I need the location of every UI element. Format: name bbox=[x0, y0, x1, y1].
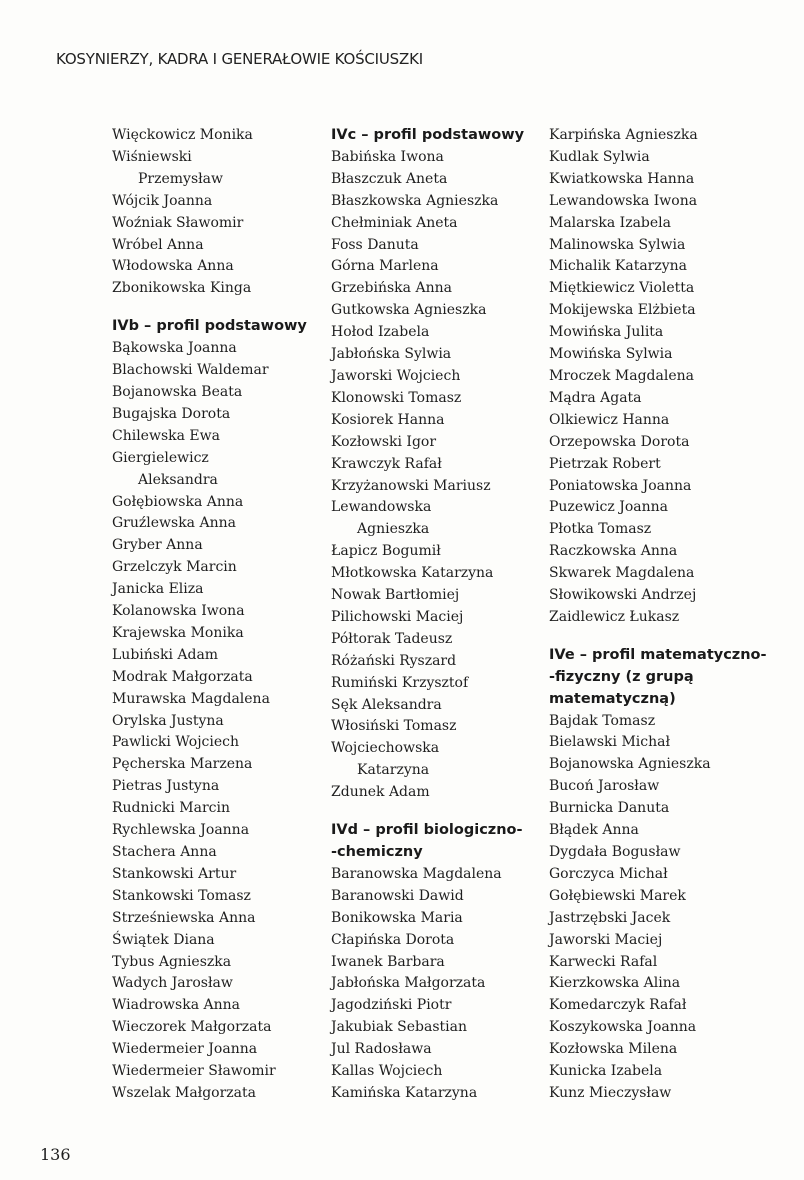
name-entry bbox=[331, 410, 571, 432]
name-text: Wiedermeier Joanna bbox=[112, 1041, 258, 1058]
name-entry bbox=[549, 1083, 789, 1105]
name-entry bbox=[549, 820, 789, 842]
name-entry bbox=[331, 213, 571, 235]
name-entry bbox=[112, 1083, 352, 1105]
name-entry bbox=[549, 454, 789, 476]
name-entry bbox=[331, 930, 571, 952]
name-text: Woźniak Sławomir bbox=[112, 214, 244, 231]
name-entry bbox=[331, 454, 571, 476]
name-continuation: Agnieszka bbox=[357, 521, 430, 538]
name-text: Wszelak Małgorzata bbox=[112, 1084, 256, 1101]
class-heading-line: IVc – profil podstawowy bbox=[331, 127, 525, 143]
name-text: Bajdak Tomasz bbox=[549, 712, 656, 729]
name-text: Słowikowski Andrzej bbox=[549, 587, 697, 604]
name-text: Jaworski Maciej bbox=[549, 931, 663, 948]
name-entry bbox=[549, 410, 789, 432]
name-entry bbox=[112, 235, 352, 257]
name-entry bbox=[331, 169, 571, 191]
name-text: Włosiński Tomasz bbox=[331, 718, 457, 735]
name-text: Lewandowska Iwona bbox=[549, 192, 698, 209]
name-text: Malinowska Sylwia bbox=[549, 236, 686, 253]
name-text: Wadych Jarosław bbox=[112, 975, 233, 992]
page-number: 136 bbox=[40, 1145, 71, 1164]
name-text: Baranowska Magdalena bbox=[331, 865, 502, 882]
name-entry bbox=[549, 607, 789, 629]
name-text: Pawlicki Wojciech bbox=[112, 734, 239, 751]
name-entry bbox=[549, 388, 789, 410]
name-entry bbox=[112, 645, 352, 667]
name-text: Półtorak Tadeusz bbox=[331, 630, 453, 647]
name-list bbox=[331, 864, 571, 1105]
name-continuation: Katarzyna bbox=[357, 762, 430, 779]
class-heading bbox=[549, 645, 789, 711]
name-entry bbox=[549, 497, 789, 519]
name-entry bbox=[112, 995, 352, 1017]
name-text: Bojanowska Beata bbox=[112, 383, 243, 400]
name-text: Łapicz Bogumił bbox=[331, 543, 441, 560]
name-text: Komedarczyk Rafał bbox=[549, 997, 687, 1014]
name-text: Gryber Anna bbox=[112, 537, 203, 554]
name-text: Giergielewicz bbox=[112, 449, 209, 466]
name-entry bbox=[549, 213, 789, 235]
name-entry bbox=[331, 607, 571, 629]
name-text: Kamińska Katarzyna bbox=[331, 1084, 478, 1101]
name-text: Janicka Eliza bbox=[112, 581, 204, 598]
name-list bbox=[112, 338, 352, 1105]
name-entry bbox=[112, 864, 352, 886]
name-text: Kolanowska Iwona bbox=[112, 603, 245, 620]
name-text: Puzewicz Joanna bbox=[549, 499, 668, 516]
name-text: Kwiatkowska Hanna bbox=[549, 170, 695, 187]
name-entry bbox=[331, 782, 571, 804]
name-text: Bugajska Dorota bbox=[112, 405, 231, 422]
name-text: Różański Ryszard bbox=[331, 652, 457, 669]
name-text: Karpińska Agnieszka bbox=[549, 127, 698, 143]
name-entry bbox=[549, 886, 789, 908]
name-text: Błądek Anna bbox=[549, 822, 639, 839]
name-text: Murawska Magdalena bbox=[112, 690, 270, 707]
name-entry bbox=[549, 191, 789, 213]
name-text: Jastrzębski Jacek bbox=[549, 909, 671, 926]
class-section bbox=[112, 316, 352, 1105]
name-entry bbox=[112, 1017, 352, 1039]
name-entry bbox=[112, 1061, 352, 1083]
name-text: Koszykowska Joanna bbox=[549, 1019, 697, 1036]
name-entry bbox=[112, 952, 352, 974]
name-entry bbox=[112, 1039, 352, 1061]
name-entry bbox=[331, 995, 571, 1017]
name-text: Modrak Małgorzata bbox=[112, 668, 253, 685]
name-text: Raczkowska Anna bbox=[549, 543, 678, 560]
name-text: Kudlak Sylwia bbox=[549, 148, 650, 165]
name-text: Jabłońska Małgorzata bbox=[331, 975, 486, 992]
name-entry bbox=[331, 191, 571, 213]
name-entry bbox=[112, 601, 352, 623]
name-entry bbox=[112, 886, 352, 908]
name-text: Stankowski Artur bbox=[112, 865, 237, 882]
name-entry bbox=[549, 541, 789, 563]
name-entry bbox=[549, 563, 789, 585]
name-text: Gołębiowska Anna bbox=[112, 493, 244, 510]
class-heading-line: matematyczną) bbox=[549, 690, 676, 707]
name-text: Zdunek Adam bbox=[331, 784, 430, 801]
name-text: Tybus Agnieszka bbox=[112, 953, 232, 970]
name-entry bbox=[112, 776, 352, 798]
name-text: Wiśniewski bbox=[112, 148, 192, 165]
name-text: Mokijewska Elżbieta bbox=[549, 302, 696, 319]
name-text: Foss Danuta bbox=[331, 236, 419, 253]
name-entry bbox=[112, 191, 352, 213]
name-text: Bojanowska Agnieszka bbox=[549, 756, 711, 773]
name-entry bbox=[112, 213, 352, 235]
name-entry bbox=[112, 382, 352, 404]
name-entry bbox=[331, 300, 571, 322]
name-text: Włodowska Anna bbox=[112, 258, 234, 275]
name-text: Bąkowska Joanna bbox=[112, 340, 237, 357]
name-entry bbox=[549, 776, 789, 798]
name-entry bbox=[112, 125, 352, 147]
class-section bbox=[331, 125, 571, 804]
name-text: Mowińska Julita bbox=[549, 324, 664, 341]
name-text: Grzebińska Anna bbox=[331, 280, 452, 297]
class-section bbox=[549, 125, 789, 629]
name-text: Kosiorek Hanna bbox=[331, 411, 445, 428]
name-text: Zaidlewicz Łukasz bbox=[549, 608, 680, 625]
name-text: Hołod Izabela bbox=[331, 324, 430, 341]
name-text: Nowak Bartłomiej bbox=[331, 587, 460, 604]
class-heading bbox=[331, 125, 571, 147]
name-text: Lewandowska bbox=[331, 499, 432, 516]
name-text: Krawczyk Rafał bbox=[331, 455, 442, 472]
name-entry bbox=[331, 322, 571, 344]
name-entry bbox=[331, 973, 571, 995]
name-list bbox=[549, 125, 789, 629]
name-entry bbox=[549, 952, 789, 974]
name-entry bbox=[331, 738, 571, 782]
name-text: Mądra Agata bbox=[549, 389, 642, 406]
name-text: Pilichowski Maciej bbox=[331, 608, 464, 625]
name-text: Wiadrowska Anna bbox=[112, 997, 240, 1014]
name-text: Więckowicz Monika bbox=[112, 127, 253, 143]
name-entry bbox=[549, 930, 789, 952]
name-entry bbox=[549, 1017, 789, 1039]
name-text: Miętkiewicz Violetta bbox=[549, 280, 695, 297]
name-entry bbox=[331, 908, 571, 930]
name-text: Skwarek Magdalena bbox=[549, 565, 695, 582]
name-continuation: Aleksandra bbox=[138, 471, 218, 488]
name-entry bbox=[112, 689, 352, 711]
name-text: Płotka Tomasz bbox=[549, 521, 652, 538]
name-entry bbox=[112, 338, 352, 360]
name-text: Mowińska Sylwia bbox=[549, 346, 673, 363]
name-entry bbox=[112, 820, 352, 842]
name-text: Bonikowska Maria bbox=[331, 909, 463, 926]
name-entry bbox=[112, 973, 352, 995]
name-entry bbox=[112, 513, 352, 535]
name-entry bbox=[331, 952, 571, 974]
name-entry bbox=[549, 519, 789, 541]
name-entry bbox=[331, 1017, 571, 1039]
class-heading bbox=[112, 316, 352, 338]
name-text: Lubiński Adam bbox=[112, 646, 219, 663]
name-list bbox=[112, 125, 352, 300]
name-entry bbox=[549, 908, 789, 930]
name-text: Rychlewska Joanna bbox=[112, 822, 250, 839]
name-entry bbox=[549, 169, 789, 191]
name-entry bbox=[331, 1039, 571, 1061]
name-entry bbox=[331, 673, 571, 695]
name-text: Zbonikowska Kinga bbox=[112, 280, 252, 297]
name-entry bbox=[112, 711, 352, 733]
name-text: Stachera Anna bbox=[112, 844, 217, 860]
name-entry bbox=[331, 629, 571, 651]
name-text: Klonowski Tomasz bbox=[331, 389, 462, 406]
name-entry bbox=[331, 1061, 571, 1083]
name-text: Młotkowska Katarzyna bbox=[331, 565, 494, 582]
name-list bbox=[331, 147, 571, 804]
name-entry bbox=[549, 125, 789, 147]
name-text: Jakubiak Sebastian bbox=[331, 1019, 468, 1036]
name-text: Orzepowska Dorota bbox=[549, 433, 690, 450]
class-heading-line: -fizyczny (z grupą bbox=[549, 668, 694, 685]
class-heading-line: IVe – profil matematyczno- bbox=[549, 646, 767, 663]
name-text: Wieczorek Małgorzata bbox=[112, 1019, 272, 1036]
name-text: Michalik Katarzyna bbox=[549, 258, 688, 275]
name-entry bbox=[549, 322, 789, 344]
name-text: Wójcik Joanna bbox=[112, 192, 213, 209]
name-column-2 bbox=[331, 125, 571, 1105]
name-entry bbox=[112, 754, 352, 776]
name-list bbox=[549, 711, 789, 1105]
name-entry bbox=[549, 1039, 789, 1061]
name-text: Rudnicki Marcin bbox=[112, 800, 230, 817]
name-text: Wiedermeier Sławomir bbox=[112, 1063, 276, 1080]
name-entry bbox=[549, 300, 789, 322]
name-text: Błaszczuk Aneta bbox=[331, 170, 448, 187]
name-entry bbox=[112, 842, 352, 864]
name-entry bbox=[112, 147, 352, 191]
name-text: Mroczek Magdalena bbox=[549, 367, 694, 384]
name-column-1 bbox=[112, 125, 352, 1105]
name-entry bbox=[331, 864, 571, 886]
name-text: Błaszkowska Agnieszka bbox=[331, 192, 499, 209]
name-text: Wojciechowska bbox=[331, 740, 440, 757]
name-text: Pietrzak Robert bbox=[549, 455, 661, 472]
class-section bbox=[331, 820, 571, 1105]
name-continuation: Przemysław bbox=[138, 170, 224, 187]
name-entry bbox=[549, 864, 789, 886]
name-entry bbox=[112, 908, 352, 930]
name-entry bbox=[112, 448, 352, 492]
name-text: Kunicka Izabela bbox=[549, 1063, 663, 1080]
name-entry bbox=[331, 366, 571, 388]
name-entry bbox=[331, 388, 571, 410]
name-entry bbox=[549, 366, 789, 388]
name-entry bbox=[549, 842, 789, 864]
name-text: Gołębiewski Marek bbox=[549, 887, 686, 904]
name-text: Krajewska Monika bbox=[112, 624, 244, 641]
name-entry bbox=[112, 623, 352, 645]
name-entry bbox=[549, 754, 789, 776]
name-entry bbox=[549, 256, 789, 278]
class-heading-line: IVd – profil biologiczno- bbox=[331, 822, 523, 839]
name-text: Malarska Izabela bbox=[549, 214, 671, 231]
name-entry bbox=[549, 732, 789, 754]
name-text: Babińska Iwona bbox=[331, 148, 444, 165]
name-text: Wróbel Anna bbox=[112, 236, 204, 253]
name-entry bbox=[549, 278, 789, 300]
name-entry bbox=[112, 535, 352, 557]
name-entry bbox=[549, 798, 789, 820]
name-entry bbox=[112, 360, 352, 382]
name-text: Poniatowska Joanna bbox=[549, 477, 692, 494]
name-entry bbox=[549, 476, 789, 498]
name-text: Gruźlewska Anna bbox=[112, 515, 236, 532]
class-heading-line: IVb – profil podstawowy bbox=[112, 318, 307, 335]
name-text: Krzyżanowski Mariusz bbox=[331, 477, 491, 494]
name-entry bbox=[331, 278, 571, 300]
name-entry bbox=[549, 344, 789, 366]
name-entry bbox=[112, 798, 352, 820]
name-entry bbox=[331, 651, 571, 673]
name-entry bbox=[331, 716, 571, 738]
class-section bbox=[549, 645, 789, 1105]
name-text: Olkiewicz Hanna bbox=[549, 411, 670, 428]
name-text: Grzelczyk Marcin bbox=[112, 559, 237, 576]
name-text: Baranowski Dawid bbox=[331, 887, 464, 904]
name-text: Sęk Aleksandra bbox=[331, 696, 442, 713]
name-entry bbox=[331, 256, 571, 278]
name-entry bbox=[112, 278, 352, 300]
name-text: Jaworski Wojciech bbox=[331, 367, 461, 384]
name-text: Kallas Wojciech bbox=[331, 1063, 443, 1080]
name-entry bbox=[331, 541, 571, 563]
name-entry bbox=[331, 563, 571, 585]
name-entry bbox=[331, 497, 571, 541]
name-entry bbox=[549, 147, 789, 169]
name-text: Blachowski Waldemar bbox=[112, 362, 269, 379]
name-entry bbox=[331, 1083, 571, 1105]
name-entry bbox=[331, 344, 571, 366]
name-entry bbox=[112, 492, 352, 514]
name-entry bbox=[112, 732, 352, 754]
name-text: Cłapińska Dorota bbox=[331, 931, 455, 948]
name-text: Chełminiak Aneta bbox=[331, 214, 458, 231]
name-text: Górna Marlena bbox=[331, 258, 439, 275]
name-entry bbox=[112, 404, 352, 426]
name-text: Kozłowska Milena bbox=[549, 1041, 678, 1058]
running-head: KOSYNIERZY, KADRA I GENERAŁOWIE KOŚCIUSZKI bbox=[56, 50, 423, 68]
name-entry bbox=[331, 235, 571, 257]
name-text: Orylska Justyna bbox=[112, 712, 224, 729]
name-entry bbox=[112, 930, 352, 952]
name-entry bbox=[331, 147, 571, 169]
name-text: Jul Radosława bbox=[331, 1041, 432, 1058]
name-entry bbox=[549, 711, 789, 733]
class-section bbox=[112, 125, 352, 300]
name-entry bbox=[331, 695, 571, 717]
name-entry bbox=[549, 235, 789, 257]
name-text: Jagodziński Piotr bbox=[331, 997, 452, 1014]
name-entry bbox=[112, 256, 352, 278]
name-entry bbox=[549, 995, 789, 1017]
name-text: Strześniewska Anna bbox=[112, 909, 256, 926]
name-text: Gutkowska Agnieszka bbox=[331, 302, 487, 319]
name-entry bbox=[549, 432, 789, 454]
name-text: Jabłońska Sylwia bbox=[331, 346, 452, 363]
name-text: Chilewska Ewa bbox=[112, 427, 220, 444]
name-entry bbox=[112, 579, 352, 601]
name-entry bbox=[112, 667, 352, 689]
name-text: Bielawski Michał bbox=[549, 734, 671, 751]
name-entry bbox=[331, 476, 571, 498]
name-entry bbox=[549, 1061, 789, 1083]
name-text: Pęcherska Marzena bbox=[112, 756, 253, 773]
name-entry bbox=[112, 426, 352, 448]
name-entry bbox=[549, 585, 789, 607]
name-entry bbox=[331, 886, 571, 908]
name-text: Iwanek Barbara bbox=[331, 953, 445, 970]
name-entry bbox=[331, 432, 571, 454]
name-text: Stankowski Tomasz bbox=[112, 887, 251, 904]
name-text: Kunz Mieczysław bbox=[549, 1084, 672, 1101]
name-text: Bucoń Jarosław bbox=[549, 778, 660, 795]
name-text: Burnicka Danuta bbox=[549, 800, 670, 817]
name-text: Świątek Diana bbox=[112, 931, 215, 948]
name-text: Kozłowski Igor bbox=[331, 433, 437, 450]
name-entry bbox=[331, 585, 571, 607]
name-text: Gorczyca Michał bbox=[549, 865, 668, 882]
name-entry bbox=[549, 973, 789, 995]
name-text: Dygdała Bogusław bbox=[549, 844, 681, 860]
name-entry bbox=[112, 557, 352, 579]
name-text: Rumiński Krzysztof bbox=[331, 674, 469, 691]
name-column-3 bbox=[549, 125, 789, 1105]
class-heading bbox=[331, 820, 571, 864]
name-text: Kierzkowska Alina bbox=[549, 975, 681, 992]
class-heading-line: -chemiczny bbox=[331, 844, 423, 860]
name-text: Pietras Justyna bbox=[112, 778, 220, 795]
name-text: Karwecki Rafal bbox=[549, 953, 658, 970]
